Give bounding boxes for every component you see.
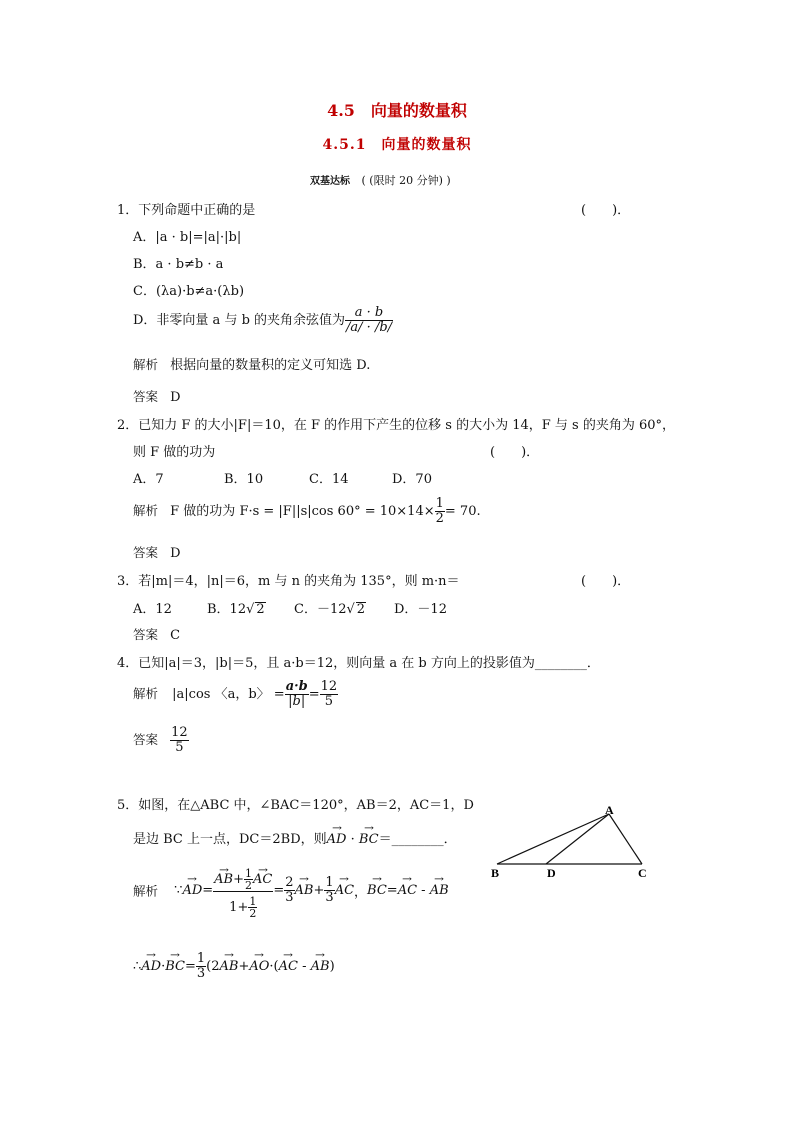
q5-comma: ， [354, 885, 368, 900]
q5-den-half-num: 1 [249, 895, 257, 908]
q1-option-c: C．(λa)·b≠a·(λb) [133, 284, 245, 299]
q5-den-half-den: 2 [249, 907, 257, 920]
q2-stem-cont: 则 F 做的功为 [133, 445, 216, 460]
q4-frac1-den: |b| [288, 694, 306, 709]
q2-option-b: B．10 [224, 472, 264, 487]
vector-bc: → BC [367, 883, 387, 898]
practice-label: 双基达标 [310, 176, 350, 187]
q3-option-d: D．－12 [394, 602, 447, 617]
q5-eq4: = [184, 959, 196, 974]
answer-label: 答案 [133, 732, 159, 747]
q2-analysis-text: F 做的功为 F·s = |F||s|cos 60° = 10×14× [170, 504, 435, 519]
vector-ab: → AB [220, 959, 239, 974]
q4-answer-num: 12 [171, 725, 188, 740]
q3-option-c-text: C．－12 [294, 602, 347, 617]
q2-paren: ( )． [490, 445, 540, 460]
q2-option-c: C．14 [309, 472, 349, 487]
q5-stem: 5．如图，在△ABC 中，∠BAC＝120°，AB＝2，AC＝1，D [117, 798, 474, 813]
q4-frac2-num: 12 [320, 679, 338, 694]
segment-ad [546, 814, 609, 864]
answer-label: 答案 [133, 545, 159, 560]
q1-option-d-text: D．非零向量 a 与 b 的夹角余弦值为 [133, 313, 346, 328]
q2-answer [133, 543, 181, 561]
q3-option-b: B．12√ 2 [207, 602, 265, 617]
q4-fraction-2 [320, 680, 339, 709]
vector-ad: → AD [327, 832, 347, 847]
q5-analysis [133, 862, 449, 919]
q5-plus2: + [313, 883, 325, 898]
vector-ad: → AD [141, 959, 161, 974]
vector-ab: → AB [295, 883, 314, 898]
vertex-c-label: C [638, 866, 647, 880]
q5-paren-close: ) [329, 959, 335, 974]
side-ba [497, 814, 609, 864]
q5-one-third [324, 876, 334, 905]
q3-option-a: A．12 [133, 602, 172, 617]
q2-fraction [435, 497, 445, 526]
q5-blank: ＝________． [378, 832, 457, 847]
q5-eq3: = [386, 883, 398, 898]
q5-one-third-num: 1 [325, 875, 334, 890]
q1-option-a: A．|a · b|=|a|·|b| [133, 230, 242, 245]
q5-two-thirds [284, 876, 294, 905]
q4-fraction-1 [285, 680, 309, 709]
q5-big-frac-den [213, 892, 273, 919]
q5-big-frac-num [213, 862, 273, 892]
q5-eq2: = [273, 883, 285, 898]
q5-plus: + [233, 872, 245, 887]
vector-bc: → BC [165, 959, 185, 974]
q2-frac-num: 1 [435, 496, 444, 511]
q3-stem: 3．若|m|＝4，|n|＝6，m 与 n 的夹角为 135°，则 m·n＝ [117, 574, 460, 589]
vertex-a-label: A [605, 804, 614, 817]
q1-answer-value: D [170, 390, 181, 405]
q5-dot2: · [161, 959, 166, 974]
q1-paren: ( )． [581, 203, 631, 218]
time-limit: ( (限时 20 分钟) ) [361, 174, 451, 187]
q4-answer [133, 726, 189, 755]
triangle-figure [488, 804, 658, 880]
q4-analysis-text: |a|cos 〈a，b〉 = [172, 687, 285, 702]
q5-eq: = [202, 883, 214, 898]
q4-analysis [133, 680, 338, 709]
q1-analysis-text: 根据向量的数量积的定义可知选 D. [170, 358, 371, 373]
q3-option-b-text: B．12 [207, 602, 247, 617]
q4-answer-fraction [170, 726, 189, 755]
q5-den-pre: 1+ [229, 900, 249, 915]
side-ac [609, 814, 642, 864]
q1-option-b: B．a · b≠b · a [133, 257, 224, 272]
q2-stem: 2．已知力 F 的大小|F|＝10，在 F 的作用下产生的位移 s 的大小为 14，F 与 s 的夹角为 60°， [117, 418, 676, 433]
q3-paren: ( )． [581, 574, 631, 589]
q5-minus2: - [297, 959, 311, 974]
q5-line2-fraction [196, 952, 206, 981]
vector-ab: → AB [214, 871, 233, 889]
q1-option-d-fraction [345, 306, 393, 335]
vector-ad: → AD [182, 883, 202, 898]
q5-two-thirds-den: 3 [285, 890, 294, 905]
answer-label: 答案 [133, 627, 159, 642]
answer-label: 答案 [133, 389, 159, 404]
q5-dot: · [346, 832, 359, 847]
q5-plus3: + [238, 959, 250, 974]
section-title: 4.5 向量的数量积 [327, 101, 467, 120]
vector-ab: → AB [430, 883, 449, 898]
q4-answer-den: 5 [175, 740, 184, 755]
q4-frac2-den: 5 [324, 694, 334, 709]
q5-stem-cont [133, 828, 457, 847]
q5-one-third-den: 3 [325, 890, 334, 905]
q5-line2-den: 3 [196, 966, 206, 981]
vertex-b-label: B [491, 866, 500, 880]
q3-option-c: C．－12√ 2 [294, 602, 366, 617]
q5-stem-cont-text: 是边 BC 上一点，DC＝2BD，则 [133, 832, 327, 847]
vector-bc: → BC [359, 832, 379, 847]
q1-stem: 1．下列命题中正确的是 [117, 203, 256, 218]
q5-half-den: 2 [245, 879, 253, 892]
vector-ac: → AC [279, 959, 298, 974]
q5-half [244, 868, 253, 891]
q5-line2-num: 1 [196, 951, 206, 966]
q1-frac-den: /a/ · /b/ [346, 320, 393, 335]
q4-eq: = [308, 687, 320, 702]
q3-answer [133, 625, 180, 643]
q5-half-num: 1 [245, 867, 253, 880]
q5-two-thirds-num: 2 [285, 875, 294, 890]
q3-answer-value: C [170, 628, 181, 643]
vector-ac: → AC [253, 871, 272, 889]
q2-answer-value: D [170, 546, 181, 561]
q1-option-d [133, 306, 393, 335]
q4-frac1-num: a·b [285, 679, 308, 694]
q2-frac-den: 2 [435, 511, 444, 526]
vertex-d-label: D [547, 866, 556, 880]
q5-line2-open: (2 [206, 959, 220, 974]
q5-den-half [248, 896, 257, 919]
subsection-title: 4.5.1 向量的数量积 [322, 137, 472, 153]
analysis-label: 解析 [133, 503, 159, 518]
q2-analysis [133, 497, 481, 526]
vector-ao: → AO [249, 959, 269, 974]
q2-option-a: A．7 [133, 472, 164, 487]
q3-option-b-radicand: 2 [256, 602, 265, 617]
vector-ac: → AC [398, 883, 417, 898]
q1-frac-num: a · b [345, 306, 393, 321]
q4-stem: 4．已知|a|＝3，|b|＝5，且 a·b＝12，则向量 a 在 b 方向上的投影值为________． [117, 656, 600, 671]
q1-analysis [133, 354, 370, 373]
q5-therefore-line [133, 952, 335, 981]
q3-option-c-radicand: 2 [356, 602, 366, 617]
q5-therefore: ∴ [133, 959, 142, 974]
q2-option-d: D．70 [392, 472, 432, 487]
q5-paren-open: ·( [269, 959, 279, 974]
vector-ac: → AC [335, 883, 354, 898]
q5-because: ∵ [174, 883, 183, 898]
q2-analysis-end: = 70. [444, 504, 481, 519]
vector-ab: → AB [311, 959, 330, 974]
q1-answer [133, 387, 181, 405]
analysis-label: 解析 [133, 883, 159, 899]
q5-minus: - [417, 883, 430, 898]
analysis-label: 解析 [133, 686, 159, 701]
analysis-label: 解析 [133, 357, 159, 372]
q5-big-fraction [213, 862, 273, 919]
practice-heading [310, 172, 451, 188]
